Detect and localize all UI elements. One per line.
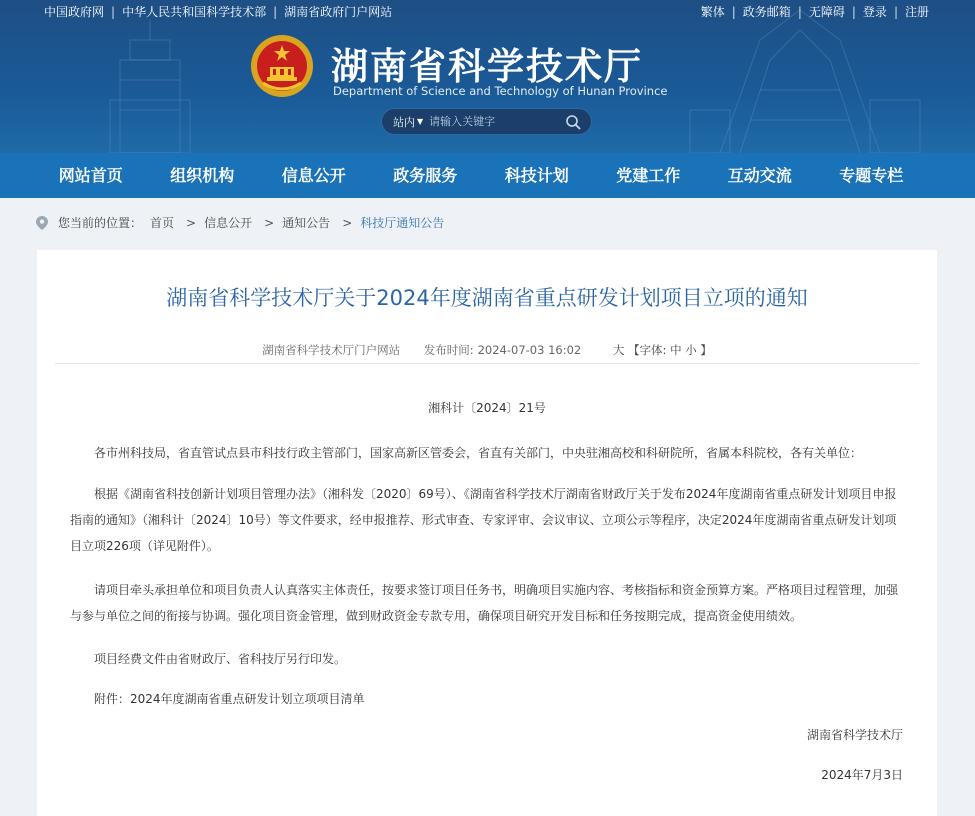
site-header xyxy=(0,0,975,153)
breadcrumb-home[interactable]: 首页 xyxy=(150,216,175,230)
link-accessibility[interactable]: 无障碍 xyxy=(808,5,845,19)
nav-item-organization[interactable]: 组织机构 xyxy=(170,166,235,185)
link-hunan-gov[interactable]: 湖南省政府门户网站 xyxy=(284,5,393,19)
article-title: 湖南省科学技术厅关于2024年度湖南省重点研发计划项目立项的通知 xyxy=(166,286,808,310)
article-container xyxy=(37,250,937,816)
nav-item-gov-services[interactable]: 政务服务 xyxy=(393,166,458,185)
separator: | xyxy=(797,4,802,19)
chevron-down-icon: ▼ xyxy=(417,117,424,126)
top-links-left xyxy=(44,3,392,20)
search-scope-dropdown[interactable] xyxy=(382,114,423,130)
nav-item-party-building[interactable]: 党建工作 xyxy=(616,166,681,185)
link-login[interactable]: 登录 xyxy=(862,5,887,19)
search-bar xyxy=(381,108,592,135)
breadcrumb-separator: > xyxy=(342,215,353,230)
national-emblem-icon xyxy=(249,33,315,99)
search-input[interactable] xyxy=(429,115,559,128)
nav-item-sci-tech-plan[interactable]: 科技计划 xyxy=(504,166,569,185)
link-gov-cn[interactable]: 中国政府网 xyxy=(44,5,105,19)
publish-time: 2024-07-03 16:02 xyxy=(477,343,582,357)
publish-time-label: 发布时间: xyxy=(423,343,474,357)
separator: | xyxy=(851,4,856,19)
link-register[interactable]: 注册 xyxy=(904,5,929,19)
link-gov-mail[interactable]: 政务邮箱 xyxy=(742,5,791,19)
site-subtitle: Department of Science and Technology of Hunan Province xyxy=(333,84,668,98)
link-most[interactable]: 中华人民共和国科学技术部 xyxy=(122,5,267,19)
signature: 湖南省科学技术厅 xyxy=(806,728,903,742)
separator: | xyxy=(731,4,736,19)
separator: | xyxy=(893,4,898,19)
link-traditional-chinese[interactable]: 繁体 xyxy=(700,5,725,19)
breadcrumb-label: 您当前的位置： xyxy=(58,216,143,230)
nav-item-interaction[interactable]: 互动交流 xyxy=(727,166,792,185)
main-nav xyxy=(0,153,975,198)
attachment-link[interactable]: 附件：2024年度湖南省重点研发计划立项项目清单 xyxy=(94,692,365,706)
nav-item-info-disclosure[interactable]: 信息公开 xyxy=(281,166,346,185)
separator: | xyxy=(111,4,116,19)
nav-item-special-topics[interactable]: 专题专栏 xyxy=(839,166,904,185)
paragraph-recipients: 各市州科技局，省直管试点县市科技行政主管部门，国家高新区管委会，省直有关部门，中央驻湘高校和科研院所，省属本科院校，各有关单位： xyxy=(94,446,863,460)
divider xyxy=(55,363,919,364)
top-links-bar xyxy=(0,0,975,22)
paragraph-funding: 项目经费文件由省财政厅、省科技厅另行印发。 xyxy=(94,652,347,666)
nav-item-home[interactable]: 网站首页 xyxy=(58,166,123,185)
breadcrumb-separator: > xyxy=(186,215,197,230)
breadcrumb-separator: > xyxy=(264,215,275,230)
search-icon[interactable] xyxy=(565,114,581,130)
breadcrumb-notices[interactable]: 通知公告 xyxy=(282,216,331,230)
search-scope-label: 站内 xyxy=(393,115,415,129)
location-pin-icon xyxy=(36,216,48,230)
top-links-right xyxy=(701,3,929,20)
font-size-controls[interactable]: 大 【字体: 中 小 】 xyxy=(612,343,712,357)
issue-date: 2024年7月3日 xyxy=(821,768,903,782)
document-number: 湘科计〔2024〕21号 xyxy=(428,401,546,415)
breadcrumb-info-disclosure[interactable]: 信息公开 xyxy=(204,216,253,230)
paragraph-requirements: 请项目牵头承担单位和项目负责人认真落实主体责任，按要求签订项目任务书，明确项目实施内容、考核指标和资金预算方案。严格项目过程管理，加强与参与单位之间的衔接与协调。强化项目资金管理，做到财政资金专款专用，确保项目研究开发目标和任务按期完成，提高资金使用绩效。 xyxy=(70,583,899,623)
breadcrumb xyxy=(36,214,444,231)
paragraph-decision: 根据《湖南省科技创新计划项目管理办法》（湘科发〔2020〕69号）、《湖南省科学技术厅湖南省财政厅关于发布2024年度湖南省重点研发计划项目申报指南的通知》（湘科计〔2024〕10号）等文件要求，经申报推荐、形式审查、专家评审、会议审议、立项公示等程序，决定2024年度湖南省重点研发计划项目立项226项（详见附件）。 xyxy=(70,487,897,553)
separator: | xyxy=(273,4,278,19)
article-source: 湖南省科学技术厅门户网站 xyxy=(262,343,401,357)
site-title: 湖南省科学技术厅 xyxy=(331,45,643,88)
breadcrumb-current[interactable]: 科技厅通知公告 xyxy=(360,216,445,230)
article-meta xyxy=(37,342,937,358)
